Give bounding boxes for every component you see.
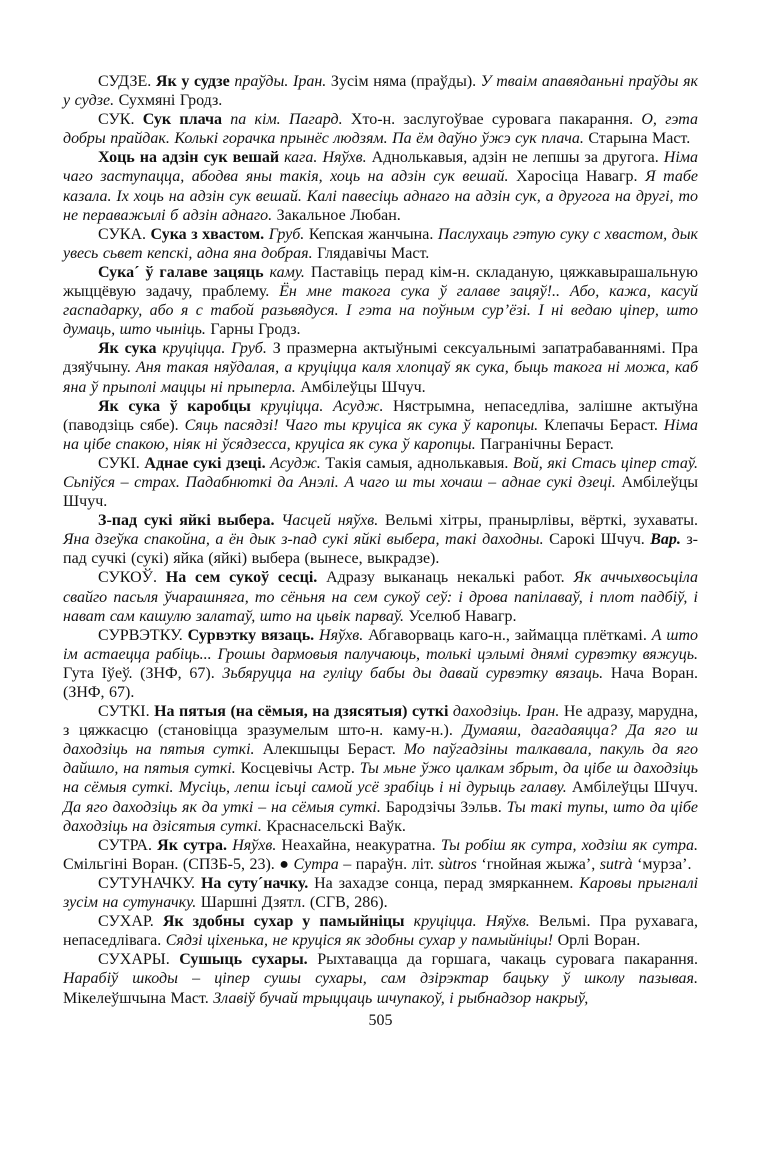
text-run: Сурвэтку вязаць. [187, 626, 320, 644]
text-run: Часцей няўхв. [281, 512, 386, 530]
text-run: СУКІ. [98, 454, 145, 472]
text-run: Як у судзе [155, 73, 235, 90]
text-run: sutrà [599, 855, 638, 873]
text-run: па кім. Пагард. [230, 111, 351, 129]
text-run: Сука´ ў галаве зацяць [98, 263, 270, 281]
text-run: Сарокі Шчуч. [549, 531, 651, 549]
text-run: Ты робіш як сутра, ходзіш як сутра. [440, 836, 699, 854]
dictionary-entry [63, 836, 698, 874]
text-run: СУРВЭТКУ. [98, 626, 188, 644]
dictionary-entry [63, 148, 698, 224]
text-run: Думаяш, дагадаяцца? Да яго ш даходзіць на пятыя суткі. [63, 722, 699, 759]
text-run: На суту´начку. [200, 874, 315, 892]
text-run: Закальное Любан. [276, 206, 401, 224]
text-run: У тваім апавяданьні праўды як у судзе. [63, 73, 699, 110]
dictionary-entry [63, 912, 698, 950]
text-run: З-пад сукі яйкі выбера. [98, 512, 282, 530]
text-run: Гута Іўеў. (ЗНФ, 67). [63, 664, 223, 682]
dictionary-entry [63, 568, 698, 625]
text-run: Кепская жанчына. [308, 225, 438, 243]
text-run: Смільгіні Воран. (СПЗБ-5, 23). ● [63, 855, 294, 873]
text-run: Харосіца Навагр. [516, 168, 646, 186]
text-run: Я табе казала. Іх хоць на адзін сук вешай. Калі павесіць аднаго на адзін сук, а другога на другі, то не пераважылі б адзін аднаго. [63, 168, 698, 224]
text-run: О, гэта добры прайдак. Колькі горачка прынёс людзям. Па ём даўно ўжэ сук плача. [63, 111, 699, 148]
text-run: СУТУНАЧКУ. [98, 874, 201, 892]
text-run: З празмерна актыўнымі сексуальнымі запатрабаваннямі. Пра дзяўчыну. [63, 340, 699, 377]
text-run: Краснасельскі Ваўк. [266, 817, 406, 835]
text-run: Няўхв. [319, 626, 369, 644]
text-run: Злавіў бучай трыццаць шчупакоў, і рыбнадзор накрыў, [213, 989, 589, 1007]
dictionary-entry [63, 110, 698, 148]
text-run: СУХАРЫ. [98, 951, 180, 969]
text-run: Вельмі хітры, пранырлівы, вёрткі, зухаваты. [385, 512, 698, 530]
text-run: Адразу выканаць некалькі работ. [326, 569, 574, 587]
text-run: Уселюб Навагр. [408, 607, 517, 625]
text-run: Сядзі ціхенька, не круціся як здобны сухар у памыйніцы! [165, 932, 558, 950]
text-run: СУК. [98, 111, 143, 129]
text-run: СУДЗЕ. [98, 73, 156, 90]
text-run: круціцца. Асудж. [260, 397, 394, 415]
text-run: Паслухаць гэтую суку с хвастом, дык увесь сьвет кепскі, адна яна добрая. [63, 225, 699, 262]
text-run: СУТРА. [98, 836, 158, 854]
text-run: СУКОЎ. [98, 569, 166, 587]
text-run: Глядавічы Маст. [317, 244, 430, 262]
dictionary-entry [63, 339, 698, 396]
text-run: Аднае сукі дзеці. [144, 454, 271, 472]
text-run: Ты такі тупы, што да цібе даходзіць на дзісятыя суткі. [63, 798, 699, 835]
text-run: Зусім няма (праўды). [330, 73, 481, 90]
text-run: Нача Воран. (ЗНФ, 67). [63, 664, 699, 701]
text-run: Зьбяруцца на гуліцу бабы ды давай сурвэтку вязаць. [222, 664, 611, 682]
text-run: Такія самыя, аднолькавыя. [325, 454, 513, 472]
text-run: Старына Маст. [588, 130, 691, 148]
dictionary-entry [63, 454, 698, 511]
dictionary-entry [63, 702, 698, 836]
text-run: Хоць на адзін сук вешай [98, 149, 285, 167]
text-run: Мо паўгадзіны талкавала, пакуль да яго дайшло, на пятыя суткі. [63, 741, 699, 778]
text-run: Да яго даходзіць як да уткі – на сёмыя суткі. [63, 798, 386, 816]
text-run: Як сука [98, 340, 163, 358]
text-run: Сухмяні Гродз. [118, 92, 223, 110]
text-run: Абгаворваць каго-н., займацца плёткамі. [368, 626, 652, 644]
text-run: Сук плача [142, 111, 231, 129]
text-run: Каровы прыгналі зусім на сутуначку. [63, 874, 699, 912]
text-run: Орлі Воран. [557, 932, 641, 950]
text-run: Косцевічы Астр. [240, 760, 360, 778]
text-run: Неахайна, неакуратна. [281, 836, 441, 854]
text-run: Шаршні Дзятл. (СГВ, 286). [200, 894, 388, 912]
text-run: Амбілеўцы Шчуч. [571, 779, 698, 797]
text-run: Гарны Гродз. [210, 321, 301, 339]
text-run: з-пад сучкі (сукі) яйка (яйкі) выбера (вынесе, выкрадзе). [63, 531, 699, 568]
text-run: круціцца. Груб. [162, 340, 273, 358]
text-run: Не адразу, марудна, з цяжкасцю (становіцца зразумелым што-н. каму-н.). [63, 703, 698, 740]
text-run: Вельмі. Пра рухавага, непаседлівага. [63, 913, 698, 950]
entries-text-block [63, 72, 698, 1030]
text-run: ‘гнойная жыжа’, [481, 855, 600, 873]
text-run: Нарабіў шкоды – ціпер сушы сухары, сам дзірэктар бацьку ў школу пазывая. [63, 970, 698, 988]
text-run: А што ім астаецца рабіць... Грошы дармовыя палучаюць, толькі цэлымі днямі сурвэтку вяжуць. [63, 626, 698, 663]
text-run: Асудж. [270, 454, 326, 472]
dictionary-entry [63, 511, 698, 568]
text-run: СУТКІ. [98, 703, 155, 721]
text-run: Ты мьне ўжо цалкам збрыт, да цібе ш даходзіць на сёмыя суткі. Мусіць, лепш ісьці самой усё зрабіць і ні дурыць галаву. [63, 760, 698, 797]
dictionary-entry [63, 225, 698, 263]
dictionary-entry [63, 626, 698, 702]
text-run: Груб. [268, 225, 309, 243]
text-run: sùtros [438, 855, 482, 873]
text-run: Сяць пасядзі! Чаго ты круціса як сука ў каропцы. [184, 416, 545, 434]
text-run: праўды. Іран. [234, 73, 331, 90]
text-run: Нястрымна, непаседліва, залішне актыўна (паводзіць сябе). [63, 397, 698, 434]
dictionary-entry [63, 950, 698, 1007]
text-run: Сушыць сухары. [179, 951, 318, 969]
text-run: Сутра [293, 855, 344, 873]
text-run: Сука з хвастом. [150, 225, 269, 243]
text-run: Амбілеўцы Шчуч. [300, 378, 426, 396]
text-run: На пятыя (на сёмыя, на дзясятыя) суткі [154, 703, 453, 721]
text-run: Рыхтавацца да горшага, чакаць суровага пакарання. [317, 951, 698, 969]
text-run: Клепачы Бераст. [544, 416, 664, 434]
text-run: Яна дзеўка спакойна, а ён дык з-пад сукі яйкі выбера, такі даходны. [63, 531, 550, 549]
text-run: Амбілеўцы Шчуч. [63, 473, 698, 511]
text-run: даходзіць. Іран. [452, 703, 564, 721]
text-run: Мікелеўшчына Маст. [63, 989, 214, 1007]
text-run: ‘мурза’. [637, 855, 692, 873]
text-run: Няўхв. [232, 836, 282, 854]
text-run: СУХАР. [98, 913, 163, 931]
text-run: Німа чаго заступацца, абодва яны такія, хоць на адзін сук вешай. [63, 149, 699, 186]
text-run: Як сутра. [157, 836, 233, 854]
text-run: Ён мне такога сука ў галаве зацяў!.. Або, кажа, касуй гаспадарку, або я с табой разьвядуся. І гэта на поўным сур’ёзі. І ні ведаю ціпер, што думаць, што чыніць. [63, 283, 698, 339]
dictionary-entry [63, 397, 698, 454]
dictionary-entry [63, 263, 698, 339]
text-run: Німа на цібе спакою, ніяк ні ўсядзесса, круціса як сука ў каропцы. [63, 416, 699, 453]
text-run: Як сука ў каробцы [98, 397, 261, 415]
text-run: На захадзе сонца, перад змярканнем. [314, 874, 580, 892]
paragraphs-container [63, 72, 698, 1008]
text-run: Алекшыцы Бераст. [262, 741, 404, 759]
text-run: Хто-н. заслугоўвае суровага пакарання. [350, 111, 642, 129]
text-run: кага. Няўхв. [284, 149, 372, 167]
text-run: Аднолькавыя, адзін не лепшы за другога. [371, 149, 664, 167]
dictionary-entry [63, 874, 698, 912]
text-run: Бародзічы Зэльв. [385, 798, 507, 816]
text-run: СУКА. [98, 225, 151, 243]
dictionary-entry [63, 72, 698, 110]
text-run: Паставіць перад кім-н. складаную, цяжкавырашальную жыццёвую задачу, праблему. [63, 263, 699, 301]
text-run: Як здобны сухар у памыйніцы [162, 913, 414, 931]
text-run: Вар. [650, 531, 687, 549]
text-run: Пагранічны Бераст. [480, 435, 614, 453]
page-number: 505 [368, 1011, 393, 1029]
text-run: Аня такая няўдалая, а круціцца каля хлопцаў як сука, быць такога ні можа, каб яна ў прыполі маццы ні прыперла. [63, 359, 698, 396]
text-run: На сем сукоў сесці. [165, 569, 327, 587]
text-run: каму. [269, 263, 311, 281]
text-run: Як аччыхвосьціла свайго пасьля ўчарашняга, то сёньня на сем сукоў сеў: і дрова папілаваў, і плот падбіў, і нават сам кашулю залатаў, што на цьвік парваў. [63, 569, 698, 625]
text-run: круціцца. Няўхв. [413, 913, 539, 931]
text-run: Вой, які Стась ціпер стаў. Сьпіўся – страх. Падабнюткі да Анэлі. А чаго ш ты хочаш – аднае сукі дзеці. [63, 454, 698, 491]
text-run: – параўн. літ. [343, 855, 439, 873]
